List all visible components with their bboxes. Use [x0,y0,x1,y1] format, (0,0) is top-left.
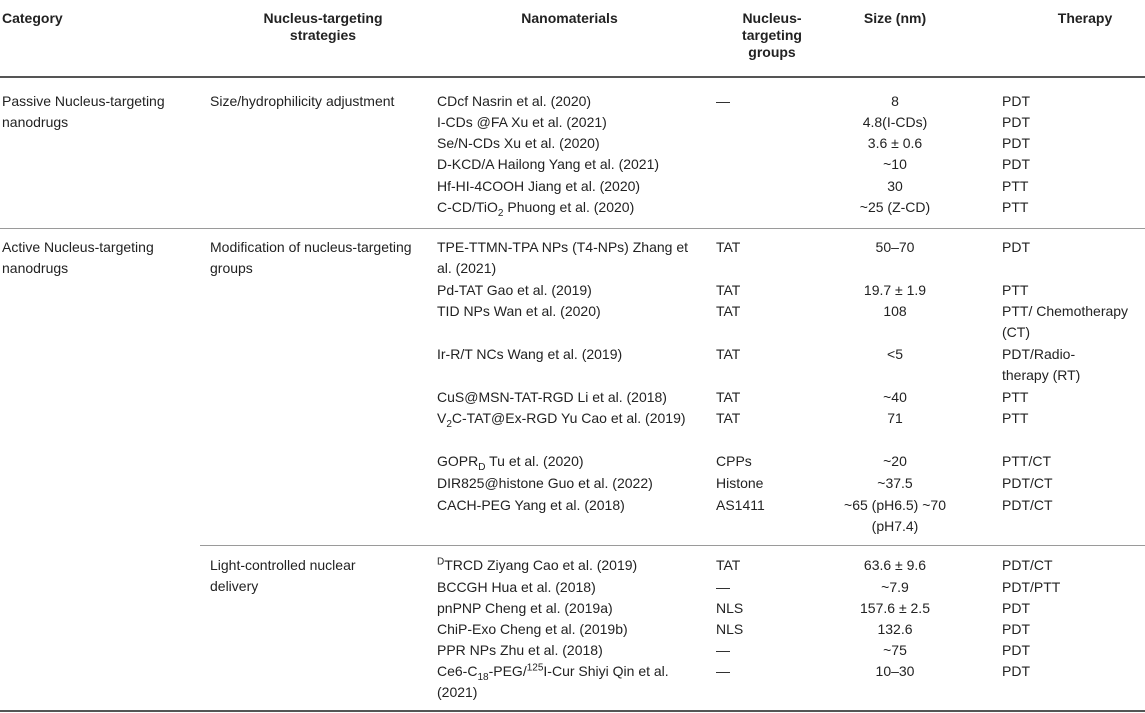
header-size: Size (nm) [863,10,927,26]
group-cell: — [716,642,730,658]
therapy-cell: PDT/CT [1002,557,1053,573]
nanomaterial-cell: TPE-TTMN-TPA NPs (T4-NPs) Zhang et al. (2021) [437,239,688,276]
nanomaterial-cell: CACH-PEG Yang et al. (2018) [437,497,625,513]
therapy-cell: PDT [1002,239,1030,255]
therapy-cell: PDT [1002,642,1030,658]
header-strategies: Nucleus-targeting strategies [263,10,383,43]
header-rule [0,76,1145,78]
group-cell: AS1411 [716,497,765,513]
header-category: Category [2,10,63,26]
nanomaterial-cell: $Ce6-C_{18}-PEG/^{125}I$-Cur Shiyi Qin et al. (2021) [437,662,669,700]
strategy-light-controlled: Light-controlled nuclear delivery [210,557,356,594]
therapy-cell: PTT [1002,389,1029,405]
section-divider [0,228,1145,229]
therapy-cell: PTT [1002,178,1029,194]
size-cell: 157.6 ± 2.5 [860,600,930,616]
nanomaterial-cell: Pd-TAT Gao et al. (2019) [437,282,592,298]
size-cell: 108 [883,303,907,319]
header-therapy: Therapy [1057,10,1113,26]
size-cell: ~10 [883,156,907,172]
size-cell: ~37.5 [877,475,913,491]
therapy-cell: PDT/PTT [1002,579,1061,595]
size-cell: 8 [891,93,899,109]
size-cell: 4.8(I-CDs) [862,114,928,130]
therapy-cell: PTT [1002,282,1029,298]
group-cell: — [716,93,730,109]
size-cell: ~7.9 [881,579,909,595]
size-cell: 71 [887,410,903,426]
size-cell: 19.7 ± 1.9 [863,282,927,298]
therapy-cell: PDT [1002,600,1030,616]
nanomaterial-cell: PPR NPs Zhu et al. (2018) [437,642,603,658]
size-cell: 30 [887,178,903,194]
header-groups: Nucleus-targeting groups [742,10,802,60]
therapy-cell: PDT/Radio-therapy (RT) [1002,346,1081,383]
size-cell: ~20 [883,453,907,469]
group-cell: NLS [716,621,744,637]
nanomaterial-cell: Ir-R/T NCs Wang et al. (2019) [437,346,623,362]
group-cell: TAT [716,346,741,362]
group-cell: Histone [716,475,764,491]
nanomaterial-cell: Se/N-CDs Xu et al. (2020) [437,135,600,151]
size-cell: 132.6 [877,621,913,637]
therapy-cell: PDT [1002,135,1030,151]
size-cell: 63.6 ± 9.6 [863,557,927,573]
nanomaterial-cell: pnPNP Cheng et al. (2019a) [437,600,613,616]
size-cell: 3.6 ± 0.6 [867,135,923,151]
category-active: Active Nucleus-targeting nanodrugs [2,239,154,276]
nanomaterial-cell: I-CDs @FA Xu et al. (2021) [437,114,607,130]
therapy-cell: PDT/CT [1002,497,1053,513]
group-cell: NLS [716,600,744,616]
group-cell: TAT [716,239,741,255]
nanomaterial-cell: CuS@MSN-TAT-RGD Li et al. (2018) [437,389,667,405]
nanomaterial-cell: $^D$TRCD Ziyang Cao et al. (2019) [437,556,638,573]
therapy-cell: PDT [1002,663,1030,679]
group-cell: TAT [716,410,741,426]
nanomaterial-cell: $V_2C-TAT@Ex$-RGD Yu Cao et al. (2019) [437,410,686,430]
size-cell: 10–30 [875,663,915,679]
size-cell: ~25 (Z-CD) [859,199,931,215]
group-cell: TAT [716,303,741,319]
size-cell: ~40 [883,389,907,405]
group-cell: TAT [716,282,741,298]
therapy-cell: PDT [1002,93,1030,109]
therapy-cell: PDT [1002,621,1030,637]
therapy-cell: PTT/ Chemotherapy (CT) [1002,303,1129,340]
nanomaterial-cell: D-KCD/A Hailong Yang et al. (2021) [437,156,660,172]
group-cell: — [716,663,730,679]
size-cell: ~65 (pH6.5) ~70 (pH7.4) [844,497,946,534]
therapy-cell: PTT [1002,410,1029,426]
group-cell: TAT [716,389,741,405]
nanomaterial-cell: C-CD/TiO$_2$ Phuong et al. (2020) [437,199,635,219]
nanomaterial-cell: TID NPs Wan et al. (2020) [437,303,601,319]
nanomaterial-cell: CDcf Nasrin et al. (2020) [437,93,592,109]
group-cell: TAT [716,557,741,573]
therapy-cell: PDT/CT [1002,475,1053,491]
size-cell: 50–70 [875,239,915,255]
therapy-cell: PDT [1002,114,1030,130]
group-cell: — [716,579,730,595]
nanomaterial-cell: BCCGH Hua et al. (2018) [437,579,596,595]
group-cell: CPPs [716,453,752,469]
therapy-cell: PTT [1002,199,1029,215]
nanomaterial-cell: $GOPR_D$ Tu et al. (2020) [437,453,584,473]
strategy-size-adjustment: Size/hydrophilicity adjustment [210,93,395,109]
therapy-cell: PTT/CT [1002,453,1051,469]
nanomaterial-cell: Hf-HI-4COOH Jiang et al. (2020) [437,178,641,194]
size-cell: ~75 [883,642,907,658]
nanomaterial-cell: DIR825@histone Guo et al. (2022) [437,475,653,491]
bottom-rule [0,710,1145,712]
header-nanomaterials: Nanomaterials [521,10,618,26]
therapy-cell: PDT [1002,156,1030,172]
nanomaterial-cell: ChiP-Exo Cheng et al. (2019b) [437,621,628,637]
size-cell: <5 [887,346,903,362]
category-passive: Passive Nucleus-targeting nanodrugs [2,93,165,130]
subsection-divider [200,545,1145,546]
strategy-modification-groups: Modification of nucleus-targeting groups [210,239,412,276]
